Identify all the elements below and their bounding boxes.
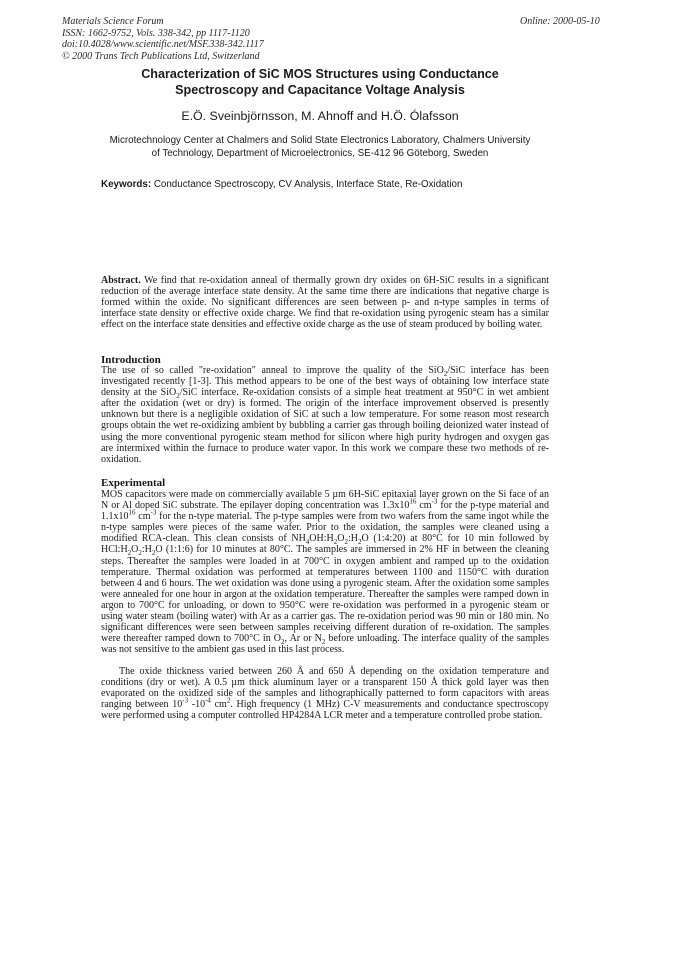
keywords — [101, 179, 581, 190]
abstract — [101, 275, 549, 330]
title-line-2: Spectroscopy and Capacitance Voltage Analysis — [175, 83, 465, 97]
experimental-paragraph-1: MOS capacitors were made on commercially available 5 µm 6H-SiC epitaxial layer grown on the Si face of an N or Al doped SiC substrate. The epilayer doping concentration was $1.3x10^{16}$ $cm^{-3}$ for the p-type material and $1.1x10^{16}$ $cm^{-3}$ for the n-type material. The p-type samples were from two wafers from the same ingot while the n-type samples were pieces of the same wafer. Prior to the oxidation, the samples were cleaned using a modified RCA-clean. This clean consists of $NH_4OH:H_2O_2:H_2O$ (1:4:20) at 80°C for 10 min followed by $HCl:H_2O_2:H_2O$ (1:1:6) for 10 minutes at 80°C. The samples are immersed in 2% HF in between the cleaning steps. Thereafter the samples were loaded in at 700°C in oxygen ambient and ramped up to the oxidation temperature. Thermal oxidation was performed at temperatures between 1100 and 1150°C with duration between 4 and 6 hours. The wet oxidation was done using a pyrogenic steam. After the oxidation some samples were annealed for one hour in argon at the oxidation temperature. Thereafter the samples were ramped down in argon to 700°C for unloading, or down to 950°C were re-oxidation was performed in a pyrogenic steam or using water steam (boiling water) with Ar as a carrier gas. The re-oxidation period was 90 min or 180 min. No significant differences were seen between samples receiving different duration of re-oxidation. The samples were thereafter ramped down to 700°C in $O_2$, Ar or $N_2$ before unloading. The interface quality of the samples was not sensitive to the ambient gas used in this last process. — [101, 489, 549, 656]
keywords-text: Conductance Spectroscopy, CV Analysis, Interface State, Re-Oxidation — [153, 179, 463, 190]
online-date: Online: 2000-05-10 — [520, 16, 600, 27]
doi-line[interactable]: doi:10.4028/www.scientific.net/MSF.338-342.1117 — [62, 39, 264, 51]
affiliation-line-2: of Technology, Department of Microelectronics, SE-412 96 Göteborg, Sweden — [151, 148, 489, 159]
title-line-1: Characterization of SiC MOS Structures using Conductance — [141, 67, 499, 81]
experimental-heading: Experimental — [101, 477, 166, 489]
abstract-text: We find that re-oxidation anneal of thermally grown dry oxides on 6H-SiC results in a significant reduction of the average interface state density. At the same time there are indications that negative charge is formed within the oxide. No significant differences are seen between p- and n-type samples in terms of interface state density or effective oxide charge. We find that re-oxidation using pyrogenic steam has a similar effect on the interface state densities and effective oxide charge as the use of steam produced by boiling water. — [101, 275, 549, 331]
journal-name: Materials Science Forum — [62, 16, 164, 27]
copyright-line: © 2000 Trans Tech Publications Ltd, Switzerland — [62, 50, 260, 62]
journal-header — [62, 16, 264, 62]
keywords-label: Keywords: — [101, 179, 152, 190]
affiliation-line-1: Microtechnology Center at Chalmers and Solid State Electronics Laboratory, Chalmers University — [109, 135, 531, 146]
issn-line: ISSN: 1662-9752, Vols. 338-342, pp 1117-1120 — [62, 27, 250, 39]
abstract-label: Abstract. — [101, 275, 141, 286]
paper-title — [100, 66, 540, 98]
affiliation — [80, 134, 560, 160]
introduction-heading: Introduction — [101, 354, 161, 366]
introduction-text: The use of so called "re-oxidation" anneal to improve the quality of the SiO$_2$/SiC interface has been investigated recently [1-3]. This method appears to be one of the best ways of obtaining low interface state density at the SiO$_2$/SiC interface. Re-oxidation consists of a simple heat treatment at 950°C in wet ambient after the oxidation (wet or dry) is formed. The origin of the interface improvement observed is presently unknown but there is a negligible oxidation of SiC at such a low temperature. For some reason most research groups obtain the wet re-oxidizing ambient by bubbling a carrier gas through boiling deionized water instead of using the more conventional pyrogenic steam method for silicon where high purity hydrogen and oxygen gas are intermixed within the furnace to produce water vapor. In this work we compare these two methods of re-oxidation. — [101, 365, 549, 465]
experimental-paragraph-2: The oxide thickness varied between 260 Å and 650 Å depending on the oxidation temperature and conditions (dry or wet). A 0.5 µm thick aluminum layer or a transparent 150 Å thick gold layer was then evaporated on the oxidized side of the samples and lithographically patterned to form capacitors with areas ranging between $10^{-3}$ $-10^{-4}$ $cm^2$. High frequency (1 MHz) C-V measurements and conductance spectroscopy were performed using a computer controlled HP4284A LCR meter and a temperature controlled probe station. — [101, 666, 550, 722]
authors: E.Ö. Sveinbjörnsson, M. Ahnoff and H.Ö. Ólafsson — [181, 109, 459, 123]
